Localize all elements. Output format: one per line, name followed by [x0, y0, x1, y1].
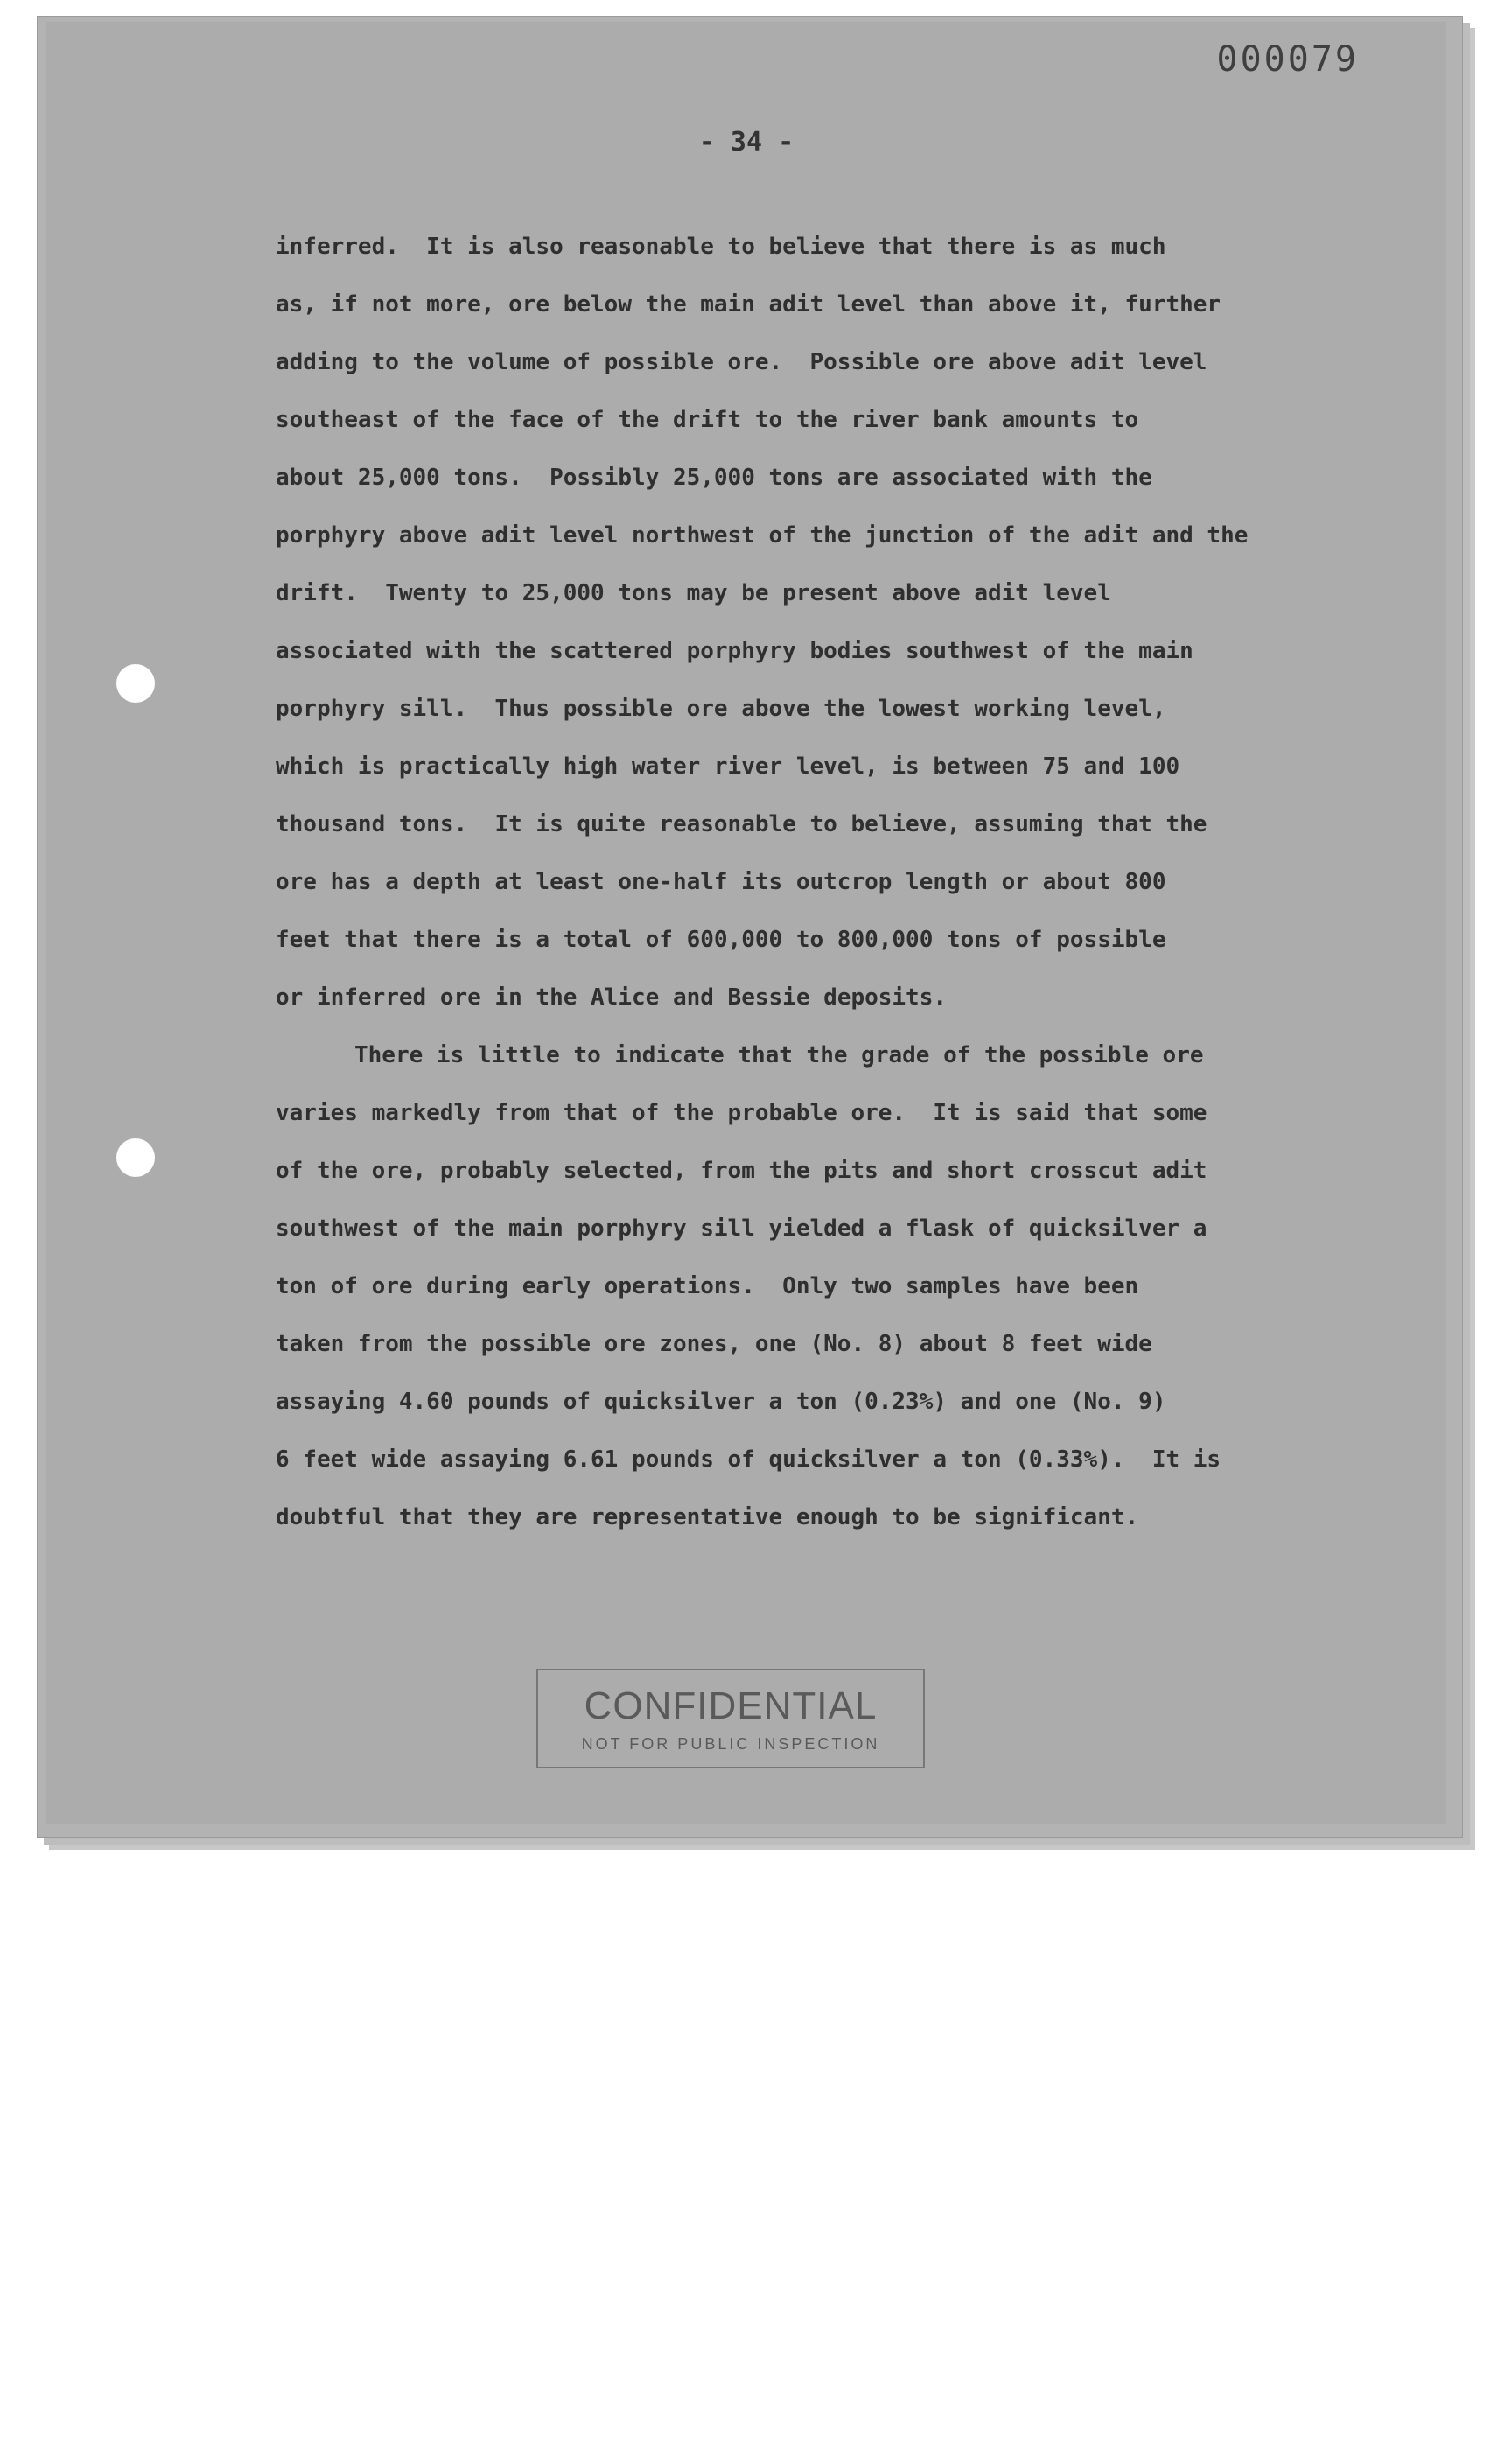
text-line: varies markedly from that of the probable ore. It is said that some [276, 1100, 1208, 1126]
text-line: porphyry above adit level northwest of the junction of the adit and the [276, 522, 1249, 549]
text-line: 6 feet wide assaying 6.61 pounds of quicksilver a ton (0.33%). It is [276, 1446, 1222, 1473]
text-line: about 25,000 tons. Possibly 25,000 tons are associated with the [276, 465, 1152, 491]
paragraph-start-line: There is little to indicate that the grade of the possible ore [354, 1042, 1204, 1068]
text-line: inferred. It is also reasonable to believe that there is as much [276, 234, 1166, 260]
text-line: thousand tons. It is quite reasonable to believe, assuming that the [276, 811, 1208, 837]
confidential-stamp [536, 1669, 925, 1768]
text-line: drift. Twenty to 25,000 tons may be present above adit level [276, 580, 1111, 606]
scanned-sheet [37, 16, 1463, 1838]
text-line: assaying 4.60 pounds of quicksilver a ton (0.23%) and one (No. 9) [276, 1389, 1166, 1415]
text-line: associated with the scattered porphyry bodies southwest of the main [276, 638, 1194, 664]
text-line: ore has a depth at least one-half its outcrop length or about 800 [276, 869, 1166, 895]
text-line: as, if not more, ore below the main adit level than above it, further [276, 291, 1222, 318]
text-line: taken from the possible ore zones, one (No. 8) about 8 feet wide [276, 1331, 1152, 1357]
text-line: which is practically high water river level, is between 75 and 100 [276, 753, 1180, 780]
text-line: porphyry sill. Thus possible ore above the lowest working level, [276, 696, 1166, 722]
stamp-title: CONFIDENTIAL [584, 1684, 878, 1727]
punch-hole-bottom [116, 1138, 155, 1177]
text-line: feet that there is a total of 600,000 to 800,000 tons of possible [276, 927, 1166, 953]
body-text [276, 218, 1361, 1546]
text-line: doubtful that they are representative enough to be significant. [276, 1504, 1139, 1530]
text-line: southeast of the face of the drift to the river bank amounts to [276, 407, 1139, 433]
text-line: ton of ore during early operations. Only two samples have been [276, 1273, 1139, 1299]
document-page [46, 22, 1446, 1824]
stamp-subtitle: NOT FOR PUBLIC INSPECTION [581, 1735, 880, 1753]
document-number: 000079 [1216, 39, 1359, 80]
text-line: southwest of the main porphyry sill yielded a flask of quicksilver a [276, 1215, 1208, 1242]
text-line: or inferred ore in the Alice and Bessie deposits. [276, 984, 948, 1011]
page-number: - 34 - [698, 127, 794, 158]
text-line: of the ore, probably selected, from the pits and short crosscut adit [276, 1158, 1208, 1184]
punch-hole-top [116, 664, 155, 703]
text-line: adding to the volume of possible ore. Possible ore above adit level [276, 349, 1208, 375]
